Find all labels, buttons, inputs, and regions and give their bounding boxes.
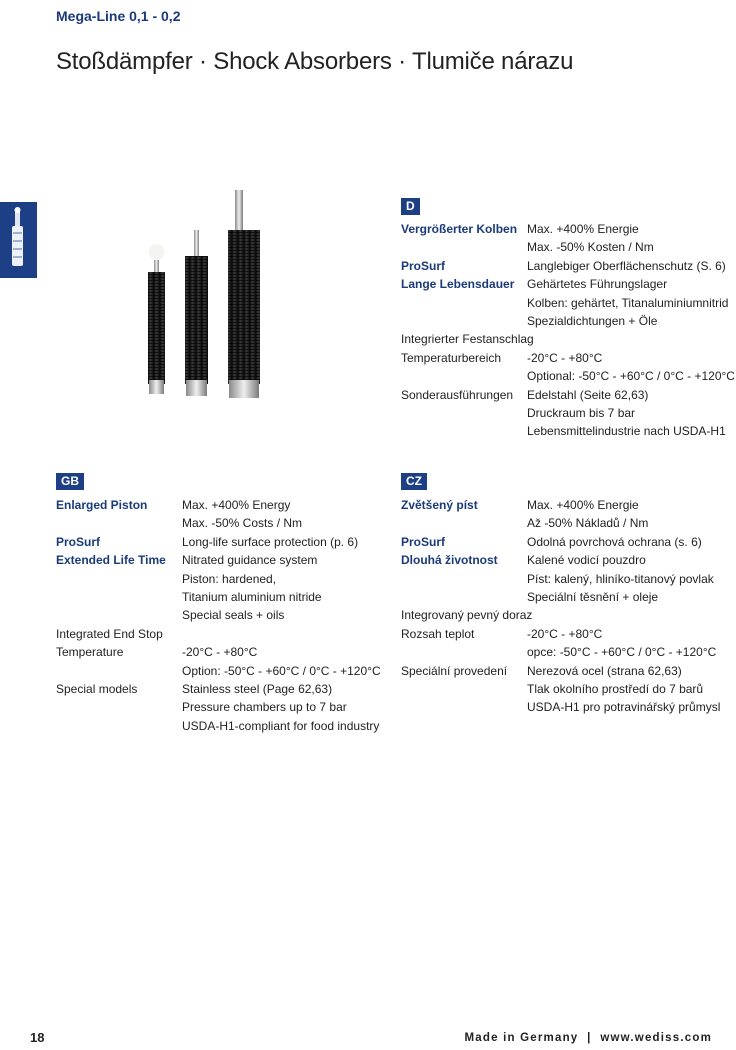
spec-value: Lebensmittelindustrie nach USDA-H1 [527, 424, 726, 439]
absorber-large-body [228, 230, 260, 384]
spec-label: ProSurf [56, 534, 101, 549]
spec-value: Speciální těsnění + oleje [527, 590, 659, 605]
spec-row [401, 533, 720, 551]
spec-label [401, 422, 527, 440]
spec-label [401, 367, 527, 385]
spec-label: Special models [56, 682, 138, 697]
spec-label: Sonderausführungen [401, 387, 514, 402]
absorber-medium-rod [194, 230, 199, 258]
spec-row [401, 386, 735, 404]
spec-label [401, 514, 527, 532]
spec-label: Vergrößerter Kolben [401, 222, 518, 236]
spec-value: Max. +400% Energie [527, 498, 639, 512]
spec-table-cz [401, 496, 720, 717]
spec-row [401, 570, 720, 588]
spec-label [56, 570, 182, 588]
spec-value: USDA-H1 pro potravinářský průmysl [527, 700, 721, 715]
spec-label [401, 588, 527, 606]
spec-row [401, 588, 720, 606]
spec-row [401, 514, 720, 532]
lang-badge-de: D [401, 198, 420, 215]
spec-value: Max. -50% Kosten / Nm [527, 240, 654, 255]
absorber-small-body [148, 272, 165, 384]
spec-row [401, 367, 735, 385]
spec-value: Nitrated guidance system [182, 553, 318, 568]
spec-value: Odolná povrchová ochrana (s. 6) [527, 534, 702, 549]
spec-value: Stainless steel (Page 62,63) [182, 682, 333, 697]
spec-row [401, 680, 720, 698]
absorber-medium-body [185, 256, 208, 384]
spec-value: Option: -50°C - +60°C / 0°C - +120°C [182, 663, 381, 678]
spec-value: Kolben: gehärtet, Titanaluminiumnitrid [527, 295, 729, 310]
spec-value: Tlak okolního prostředí do 7 barů [527, 682, 704, 697]
spec-value: Titanium aluminium nitride [182, 590, 322, 605]
spec-table-gb [56, 496, 381, 735]
spec-row [401, 275, 735, 293]
spec-row [56, 662, 381, 680]
spec-row [401, 422, 735, 440]
absorber-small-cap [149, 244, 165, 260]
spec-row [401, 551, 720, 569]
spec-row [56, 680, 381, 698]
spec-row [401, 625, 720, 643]
absorber-small-rod [154, 260, 159, 274]
spec-value: Max. +400% Energy [182, 498, 291, 512]
absorber-large-rod [235, 190, 243, 234]
spec-row [401, 404, 735, 422]
spec-label [56, 662, 182, 680]
spec-label [401, 312, 527, 330]
footer-imprint: Made in Germany | www.wediss.com [464, 1032, 712, 1044]
spec-label: Lange Lebensdauer [401, 277, 515, 292]
spec-value: Max. -50% Costs / Nm [182, 516, 303, 531]
spec-label: Temperature [56, 645, 124, 660]
spec-label: Integrierter Festanschlag [401, 332, 534, 347]
spec-value: Kalené vodicí pouzdro [527, 553, 646, 568]
spec-value: Max. +400% Energie [527, 222, 639, 236]
spec-value: opce: -50°C - +60°C / 0°C - +120°C [527, 645, 717, 660]
spec-label [401, 404, 527, 422]
spec-row [401, 606, 720, 624]
spec-table-de [401, 220, 735, 441]
spec-row [56, 570, 381, 588]
spec-value: USDA-H1-compliant for food industry [182, 718, 380, 733]
spec-label [401, 294, 527, 312]
spec-label: Integrovaný pevný doraz [401, 608, 533, 623]
spec-row [401, 698, 720, 716]
spec-value: Langlebiger Oberflächenschutz (S. 6) [527, 258, 726, 273]
spec-label [56, 514, 182, 532]
spec-value: Piston: hardened, [182, 571, 277, 586]
spec-row [401, 330, 735, 348]
spec-value: -20°C - +80°C [527, 350, 603, 365]
spec-row [56, 496, 381, 514]
spec-value: Gehärtetes Führungslager [527, 277, 668, 292]
spec-row [56, 606, 381, 624]
spec-label [401, 680, 527, 698]
spec-label [401, 698, 527, 716]
spec-label: Rozsah teplot [401, 626, 475, 641]
spec-label [401, 238, 527, 256]
page-number: 18 [30, 1030, 45, 1045]
spec-row [56, 514, 381, 532]
spec-label [56, 717, 182, 735]
spec-value: Optional: -50°C - +60°C / 0°C - +120°C [527, 369, 735, 384]
spec-row [401, 220, 735, 238]
spec-label: Integrated End Stop [56, 626, 163, 641]
spec-row [401, 294, 735, 312]
spec-label [401, 643, 527, 661]
spec-row [401, 496, 720, 514]
spec-value: Pressure chambers up to 7 bar [182, 700, 347, 715]
spec-row [56, 698, 381, 716]
page-title: Stoßdämpfer · Shock Absorbers · Tlumiče nárazu [56, 48, 574, 75]
spec-value: Spezialdichtungen + Öle [527, 314, 658, 329]
spec-value: Long-life surface protection (p. 6) [182, 534, 359, 549]
spec-row [401, 238, 735, 256]
lang-badge-gb: GB [56, 473, 84, 490]
spec-label [56, 698, 182, 716]
spec-row [56, 551, 381, 569]
spec-label [56, 606, 182, 624]
side-tab [0, 202, 37, 278]
spec-row [56, 588, 381, 606]
spec-label: ProSurf [401, 534, 446, 549]
spec-label: Speciální provedení [401, 663, 508, 678]
spec-value: Special seals + oils [182, 608, 285, 623]
spec-label: Dlouhá životnost [401, 553, 498, 568]
shock-absorber-icon [0, 202, 37, 278]
spec-row [56, 717, 381, 735]
spec-value: Edelstahl (Seite 62,63) [527, 387, 649, 402]
spec-row [401, 257, 735, 275]
spec-row [401, 662, 720, 680]
spec-row [56, 643, 381, 661]
spec-row [56, 533, 381, 551]
spec-row [401, 349, 735, 367]
series-label: Mega-Line 0,1 - 0,2 [56, 8, 181, 24]
spec-value: Až -50% Nákladů / Nm [527, 516, 649, 531]
spec-label: Zvětšený píst [401, 498, 478, 512]
spec-value: -20°C - +80°C [527, 626, 603, 641]
spec-row [401, 312, 735, 330]
spec-label: Temperaturbereich [401, 350, 502, 365]
spec-label: Enlarged Piston [56, 498, 148, 512]
spec-value: -20°C - +80°C [182, 645, 258, 660]
spec-value: Druckraum bis 7 bar [527, 406, 636, 421]
spec-row [56, 625, 381, 643]
lang-badge-cz: CZ [401, 473, 427, 490]
spec-row [401, 643, 720, 661]
spec-label: ProSurf [401, 258, 446, 273]
spec-label: Extended Life Time [56, 553, 166, 568]
spec-label [56, 588, 182, 606]
product-photo [130, 182, 310, 410]
spec-value: Nerezová ocel (strana 62,63) [527, 663, 682, 678]
spec-label [401, 570, 527, 588]
spec-value: Píst: kalený, hliníko-titanový povlak [527, 571, 714, 586]
